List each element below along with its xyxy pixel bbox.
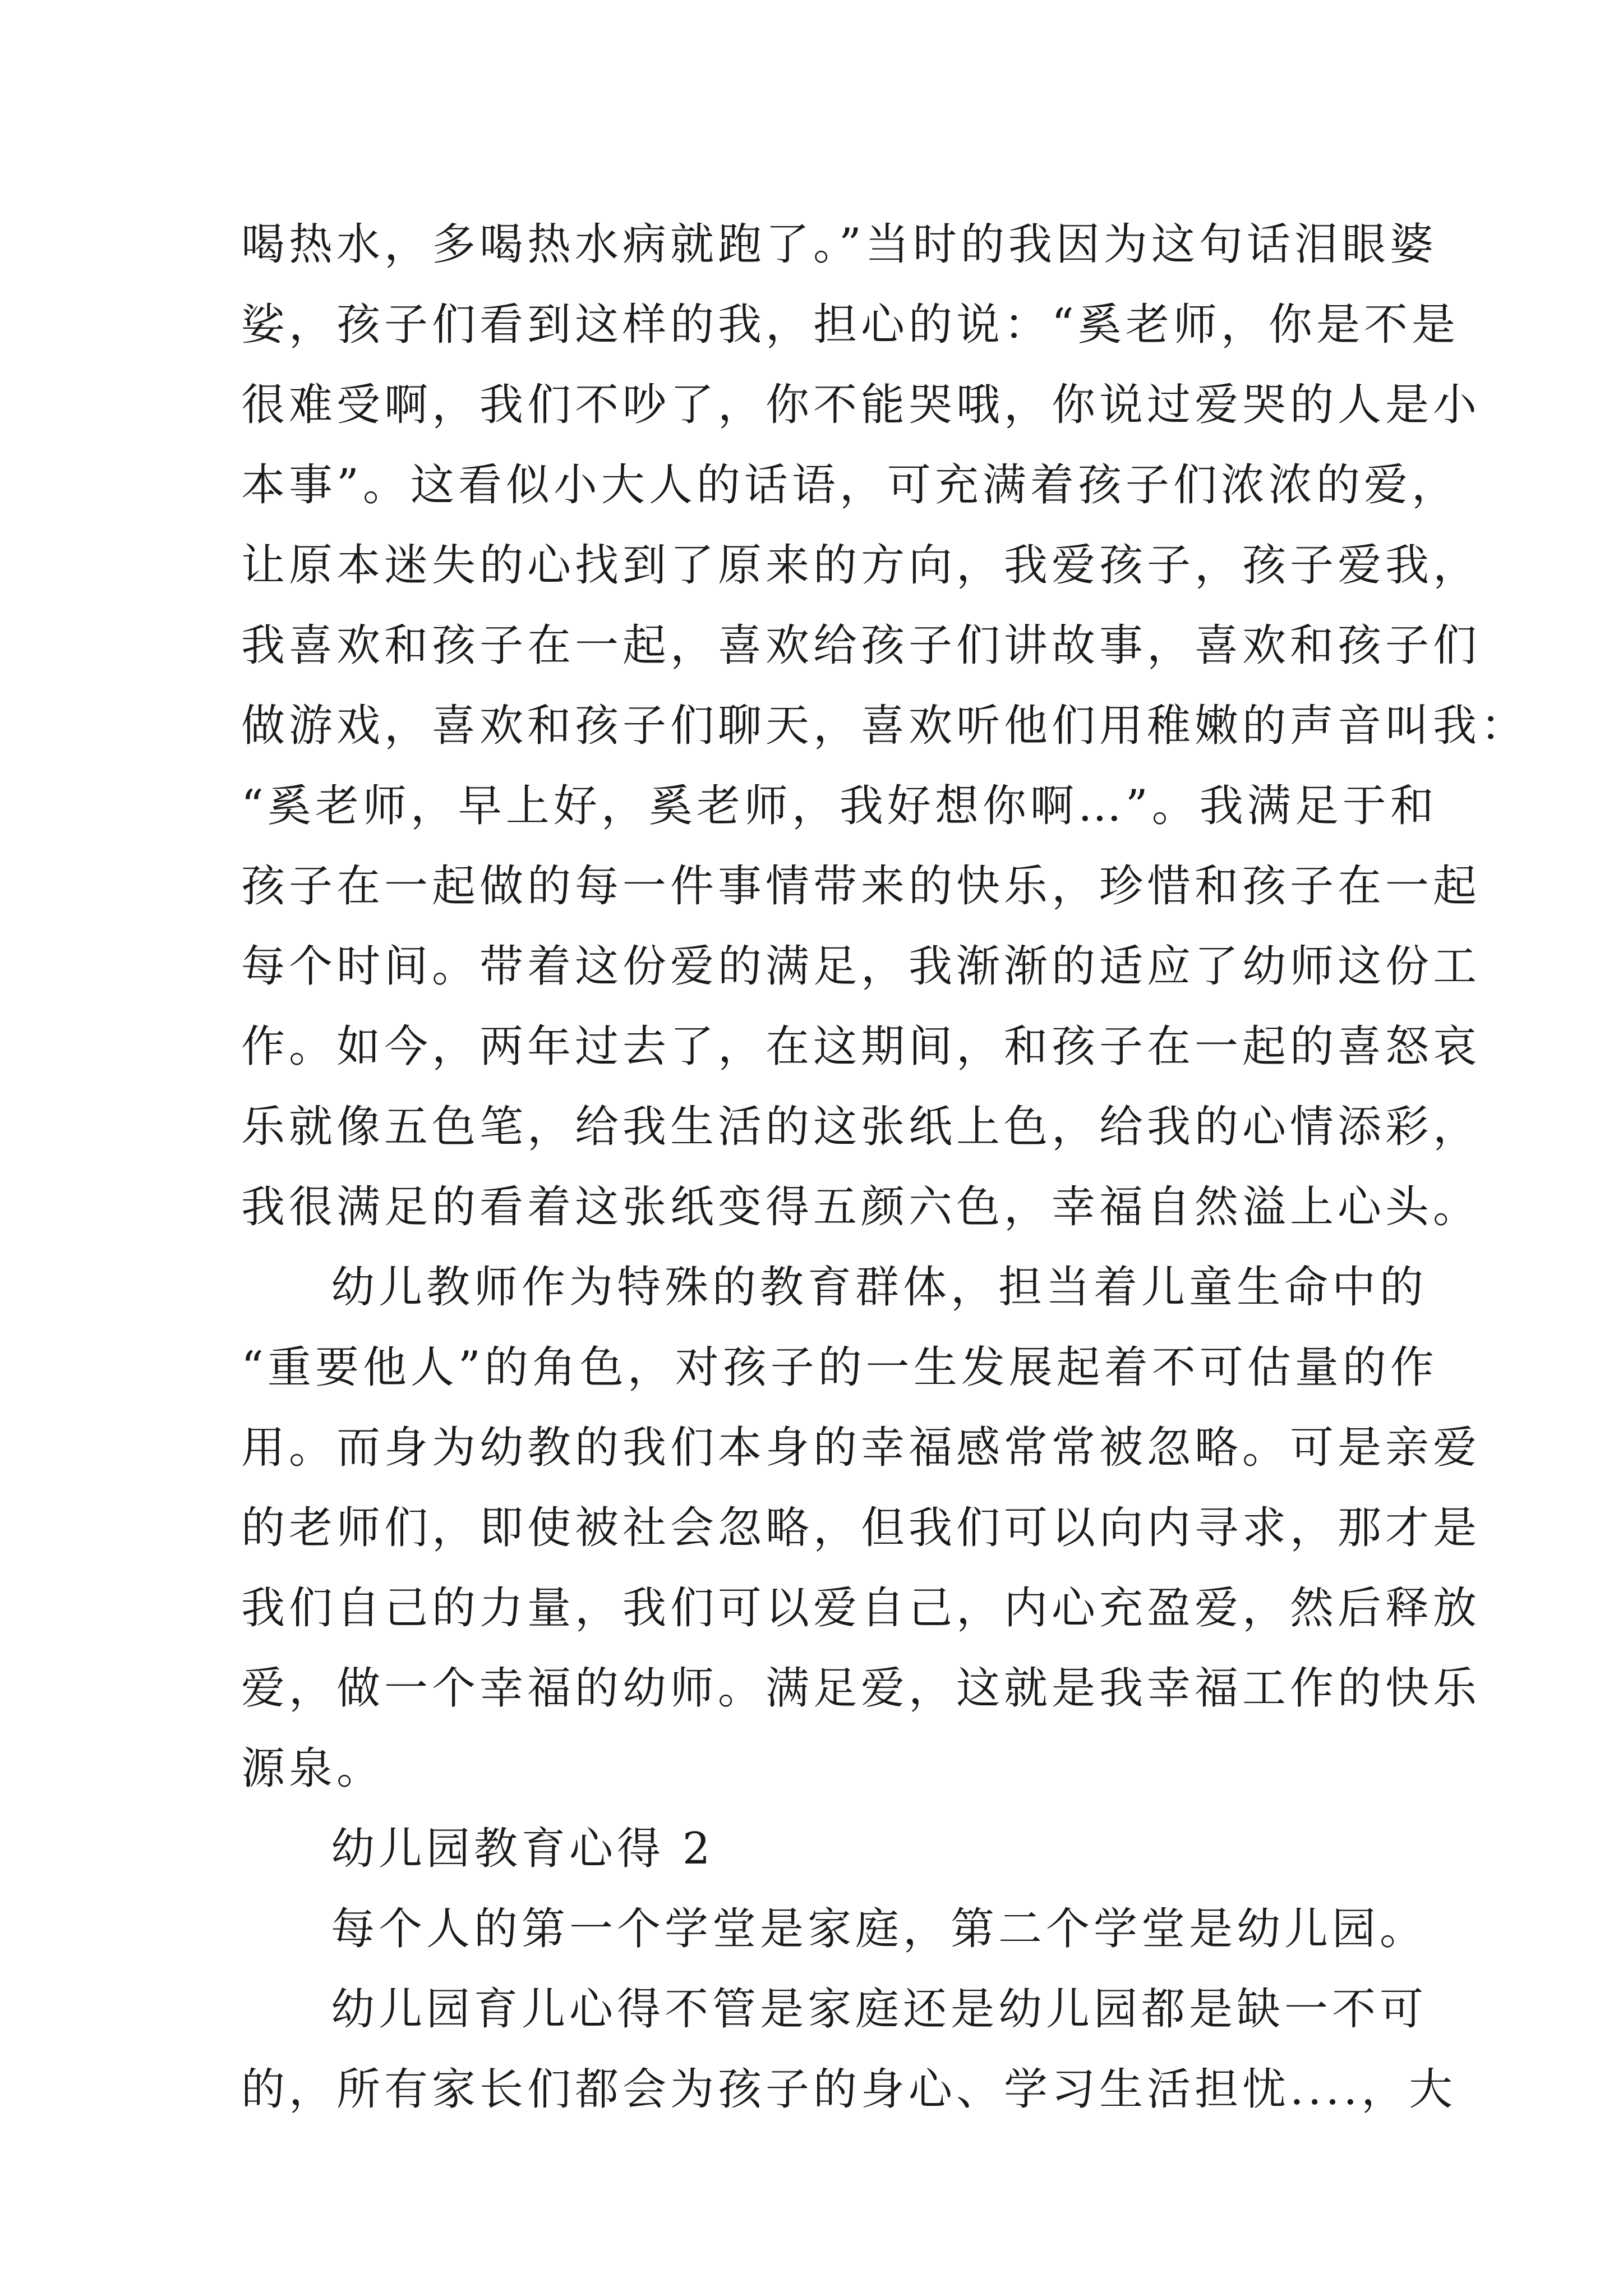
document-body — [241, 205, 1529, 2130]
text-line: 让原本迷失的心找到了原来的方向，我爱孩子，孩子爱我， — [241, 540, 1481, 591]
text-line: “重要他人”的角色，对孩子的一生发展起着不可估量的作 — [241, 1342, 1438, 1393]
text-line: “奚老师，早上好，奚老师，我好想你啊…”。我满足于和 — [241, 781, 1438, 831]
text-line: 爱，做一个幸福的幼师。满足爱，这就是我幸福工作的快乐 — [241, 1663, 1481, 1714]
text-line: 用。而身为幼教的我们本身的幸福感常常被忽略。可是亲爱 — [241, 1423, 1481, 1473]
text-line: 本事”。这看似小大人的话语，可充满着孩子们浓浓的爱， — [241, 460, 1459, 510]
text-line: 娑，孩子们看到这样的我，担心的说：“奚老师，你是不是 — [241, 300, 1459, 350]
text-line: 我们自己的力量，我们可以爱自己，内心充盈爱，然后释放 — [241, 1583, 1481, 1634]
text-line: 做游戏，喜欢和孩子们聊天，喜欢听他们用稚嫩的声音叫我： — [241, 701, 1529, 751]
paragraph-start-line: 幼儿园育儿心得不管是家庭还是幼儿园都是缺一不可 — [331, 1984, 1428, 2035]
text-line: 源泉。 — [241, 1743, 385, 1794]
text-line: 孩子在一起做的每一件事情带来的快乐，珍惜和孩子在一起 — [241, 861, 1481, 912]
text-line: 我很满足的看着这张纸变得五颜六色，幸福自然溢上心头。 — [241, 1182, 1481, 1232]
text-line: 每个时间。带着这份爱的满足，我渐渐的适应了幼师这份工 — [241, 941, 1481, 992]
text-line: 很难受啊，我们不吵了，你不能哭哦，你说过爱哭的人是小 — [241, 380, 1481, 430]
section-heading: 幼儿园教育心得 2 — [331, 1824, 714, 1874]
text-line: 喝热水，多喝热水病就跑了。”当时的我因为这句话泪眼婆 — [241, 219, 1437, 270]
paragraph-start-line: 幼儿教师作为特殊的教育群体，担当着儿童生命中的 — [331, 1262, 1428, 1313]
text-line: 的，所有家长们都会为孩子的身心、学习生活担忧....，大 — [241, 2064, 1457, 2115]
text-line: 作。如今，两年过去了，在这期间，和孩子在一起的喜怒哀 — [241, 1022, 1481, 1072]
text-line: 乐就像五色笔，给我生活的这张纸上色，给我的心情添彩， — [241, 1102, 1481, 1152]
text-line: 我喜欢和孩子在一起，喜欢给孩子们讲故事，喜欢和孩子们 — [241, 620, 1481, 671]
paragraph-start-line: 每个人的第一个学堂是家庭，第二个学堂是幼儿园。 — [331, 1904, 1428, 1954]
text-line: 的老师们，即使被社会忽略，但我们可以向内寻求，那才是 — [241, 1503, 1481, 1553]
